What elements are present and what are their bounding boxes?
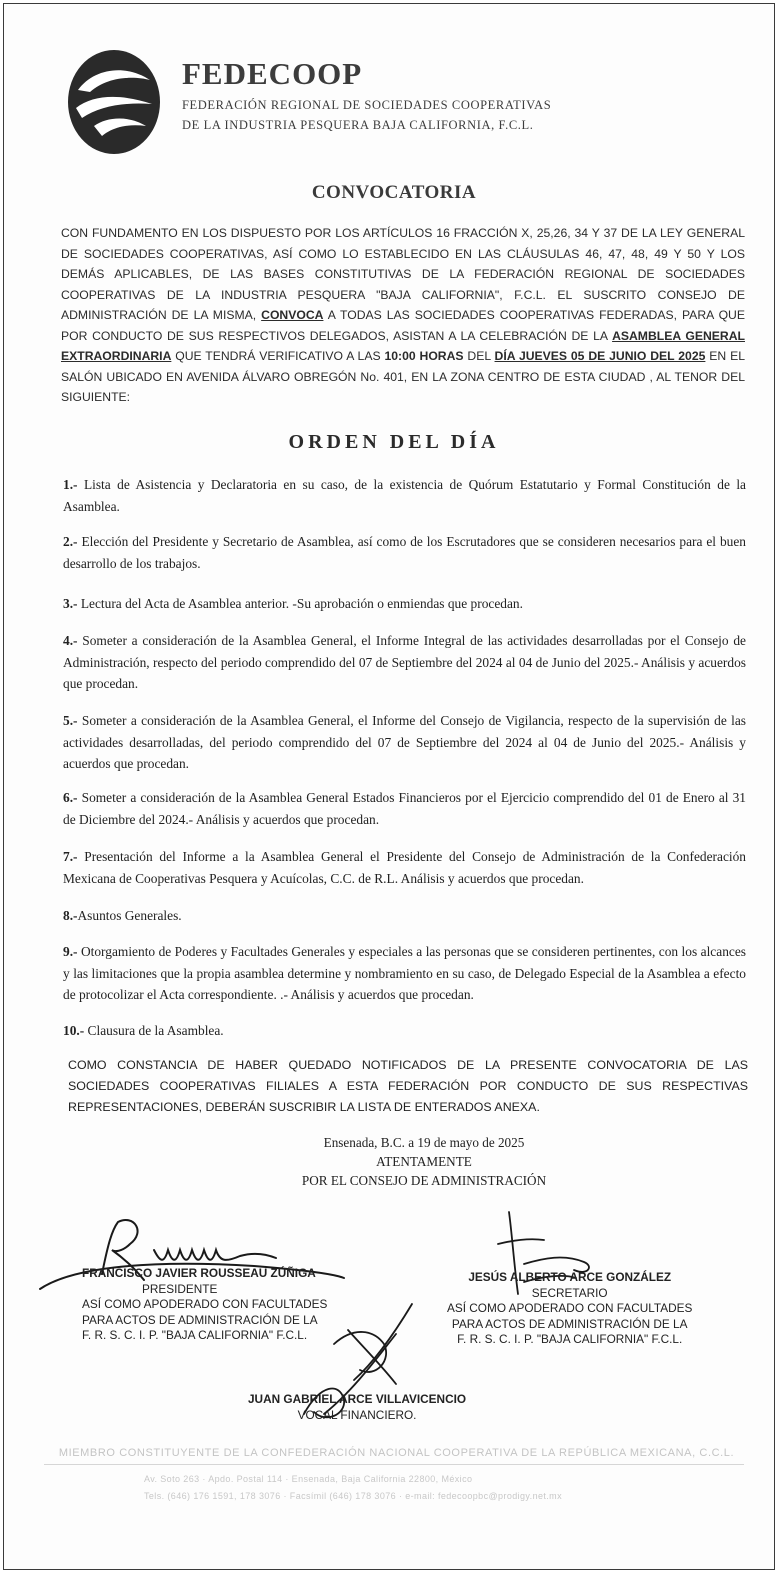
agenda-item-number: 3.- [63, 596, 78, 611]
vocal-name: JUAN GABRIEL ARCE VILLAVICENCIO [248, 1392, 467, 1406]
agenda-item-number: 8.- [63, 908, 78, 923]
agenda-item [63, 941, 746, 1006]
agenda-item-text: Someter a consideración de la Asamblea General Estados Financieros por el Ejercicio comprendido del 01 de Enero al 31 de Diciembre del 2024.- Análisis y acuerdos que procedan. [63, 790, 746, 827]
agenda-title: ORDEN DEL DÍA [288, 431, 500, 453]
closing-paragraph: COMO CONSTANCIA DE HABER QUEDADO NOTIFICADOS DE LA PRESENTE CONVOCATORIA DE LAS SOCIEDADES COOPERATIVAS FILIALES A ESTA FEDERACIÓN POR CONDUCTO DE SUS RESPECTIVAS REPRESENTACIONES, DEBERÁN SUSCRIBIR LA LISTA DE ENTERADOS ANEXA. [68, 1058, 748, 1114]
secretario-line2: PARA ACTOS DE ADMINISTRACIÓN DE LA [451, 1316, 688, 1331]
org-subtitle-line1: FEDERACIÓN REGIONAL DE SOCIEDADES COOPERATIVAS [182, 98, 552, 112]
agenda-item [63, 630, 746, 695]
place-date: Ensenada, B.C. a 19 de mayo de 2025 [323, 1135, 525, 1150]
footer-contact: Tels. (646) 176 1591, 178 3076 · Facsímil (646) 178 3076 · e-mail: fedecoopbc@prodigy.net.mx [144, 1491, 562, 1501]
convoca-word: CONVOCA [261, 308, 324, 322]
agenda-item-text: Presentación del Informe a la Asamblea General el Presidente del Consejo de Administración de la Confederación Mexicana de Cooperativas Pesquera y Acuícolas, C.C. de R.L. Análisis y acuerdos que procedan. [63, 849, 746, 886]
footer-address: Av. Soto 263 · Apdo. Postal 114 · Ensenada, Baja California 22800, México [144, 1474, 473, 1484]
presidente-line2: PARA ACTOS DE ADMINISTRACIÓN DE LA [82, 1312, 318, 1327]
agenda-item-number: 2.- [63, 534, 78, 549]
agenda-item-number: 7.- [63, 849, 78, 864]
document-title: CONVOCATORIA [311, 182, 477, 203]
secretario-title: SECRETARIO [531, 1285, 608, 1300]
agenda-item [63, 1020, 746, 1042]
secretario-line1: ASÍ COMO APODERADO CON FACULTADES [447, 1301, 693, 1315]
presidente-line1: ASÍ COMO APODERADO CON FACULTADES [82, 1297, 328, 1311]
agenda-item [63, 905, 746, 927]
por-el-consejo: POR EL CONSEJO DE ADMINISTRACIÓN [301, 1173, 547, 1188]
agenda-item [63, 787, 746, 830]
presidente-line3: F. R. S. C. I. P. "BAJA CALIFORNIA" F.C.L. [82, 1328, 308, 1342]
presidente-block [82, 1266, 327, 1344]
agenda-item [63, 846, 746, 889]
intro-text-1: CON FUNDAMENTO EN LOS DISPUESTO POR LOS ARTÍCULOS 16 FRACCIÓN X, 25,26, 34 Y 37 DE LA LEY GENERAL DE SOCIEDADES COOPERATIVAS, ASÍ COMO LO ESTABLECIDO EN LAS CLÁUSULAS 46, 47, 48, 49 Y 50 Y LOS DEMÁS APLICABLES, DE LAS BASES CONSTITUTIVAS DE LA FEDERACIÓN REGIONAL DE SOCIEDADES COOPERATIVAS DE LA INDUSTRIA PESQUERA "BAJA CALIFORNIA", F.C.L. EL SUSCRITO CONSEJO DE ADMINISTRACIÓN DE LA MISMA, [61, 226, 745, 322]
intro-text-2: A TODAS LAS SOCIEDADES COOPERATIVAS FEDERADAS, PARA QUE POR CONDUCTO DE SUS RESPECTIVOS DELEGADOS, ASISTAN A LA CELEBRACIÓN DE LA [61, 308, 745, 343]
agenda-item-number: 4.- [63, 633, 78, 648]
intro-text-5: EN EL SALÓN UBICADO EN AVENIDA ÁLVARO OBREGÓN No. 401, EN LA ZONA CENTRO DE ESTA CIUDAD , AL TENOR DEL SIGUIENTE: [61, 349, 745, 404]
agenda-item-number: 5.- [63, 713, 78, 728]
agenda-item-text: Clausura de la Asamblea. [84, 1023, 224, 1038]
document-page [3, 3, 775, 1570]
asamblea-type: ASAMBLEA GENERAL EXTRAORDINARIA [61, 328, 745, 363]
intro-text-4: DEL [463, 349, 495, 363]
meeting-date: DÍA JUEVES 05 DE JUNIO DEL 2025 [494, 349, 706, 363]
presidente-name: FRANCISCO JAVIER ROUSSEAU ZÚÑIGA [82, 1266, 316, 1280]
agenda-item-text: Someter a consideración de la Asamblea General, el Informe Integral de las actividades desarrolladas por el Consejo de Administración, respecto del periodo comprendido del 07 de Septiembre del 2024 al 04 de Junio del 2025.- Análisis y acuerdos que procedan. [63, 633, 746, 691]
footer-divider [44, 1464, 744, 1465]
vocal-title: VOCAL FINANCIERO. [297, 1407, 417, 1422]
agenda-item-text: Otorgamiento de Poderes y Facultades Generales y especiales a las personas que se consideren pertinentes, con los alcances y las limitaciones que la propia asamblea determine y nombramiento en su caso, de Delegado Especial de la Asamblea a efecto de protocolizar el Acta correspondiente. .- Análisis y acuerdos que procedan. [63, 944, 746, 1002]
agenda-item-text: Lista de Asistencia y Declaratoria en su caso, de la existencia de Quórum Estatutario y Formal Constitución de la Asamblea. [63, 477, 746, 514]
agenda-item [63, 593, 746, 615]
agenda-item [63, 710, 746, 775]
agenda-item-text: Asuntos Generales. [77, 908, 182, 923]
agenda-item-text: Elección del Presidente y Secretario de Asamblea, así como de los Escrutadores que se consideren necesarios para el buen desarrollo de los trabajos. [63, 534, 746, 571]
agenda-item-number: 9.- [63, 944, 78, 959]
secretario-line3: F. R. S. C. I. P. "BAJA CALIFORNIA" F.C.L. [457, 1332, 683, 1346]
org-name: FEDECOOP [182, 56, 363, 91]
agenda-item-number: 1.- [63, 477, 78, 492]
letterhead [64, 46, 584, 166]
intro-text-3: QUE TENDRÁ VERIFICATIVO A LAS [171, 349, 385, 363]
org-subtitle-line2: DE LA INDUSTRIA PESQUERA BAJA CALIFORNIA, F.C.L. [182, 118, 534, 132]
meeting-time: 10:00 HORAS [384, 349, 464, 363]
footer-member-line: MIEMBRO CONSTITUYENTE DE LA CONFEDERACIÓN NACIONAL COOPERATIVA DE LA REPÚBLICA MEXICANA, C.C.L. [58, 1447, 735, 1459]
atentamente: ATENTAMENTE [376, 1154, 472, 1169]
agenda-item [63, 474, 746, 517]
agenda-item-number: 6.- [63, 790, 78, 805]
secretario-name: JESÚS ALBERTO ARCE GONZÁLEZ [468, 1270, 672, 1284]
vocal-block [248, 1392, 466, 1423]
presidente-title: PRESIDENTE [142, 1281, 218, 1296]
agenda-item [63, 531, 746, 574]
agenda-item-number: 10.- [63, 1023, 85, 1038]
agenda-item-text: Lectura del Acta de Asamblea anterior. -Su aprobación o enmiendas que procedan. [77, 596, 523, 611]
fedecoop-logo-icon [64, 46, 164, 158]
secretario-block [447, 1270, 692, 1348]
intro-paragraph [61, 223, 745, 408]
agenda-item-text: Someter a consideración de la Asamblea General, el Informe del Consejo de Vigilancia, respecto de la supervisión de las actividades desarrolladas, del periodo comprendido del 07 de Septiembre del 2024 al 04 de Junio del 2025.- Análisis y acuerdos que procedan. [63, 713, 746, 771]
